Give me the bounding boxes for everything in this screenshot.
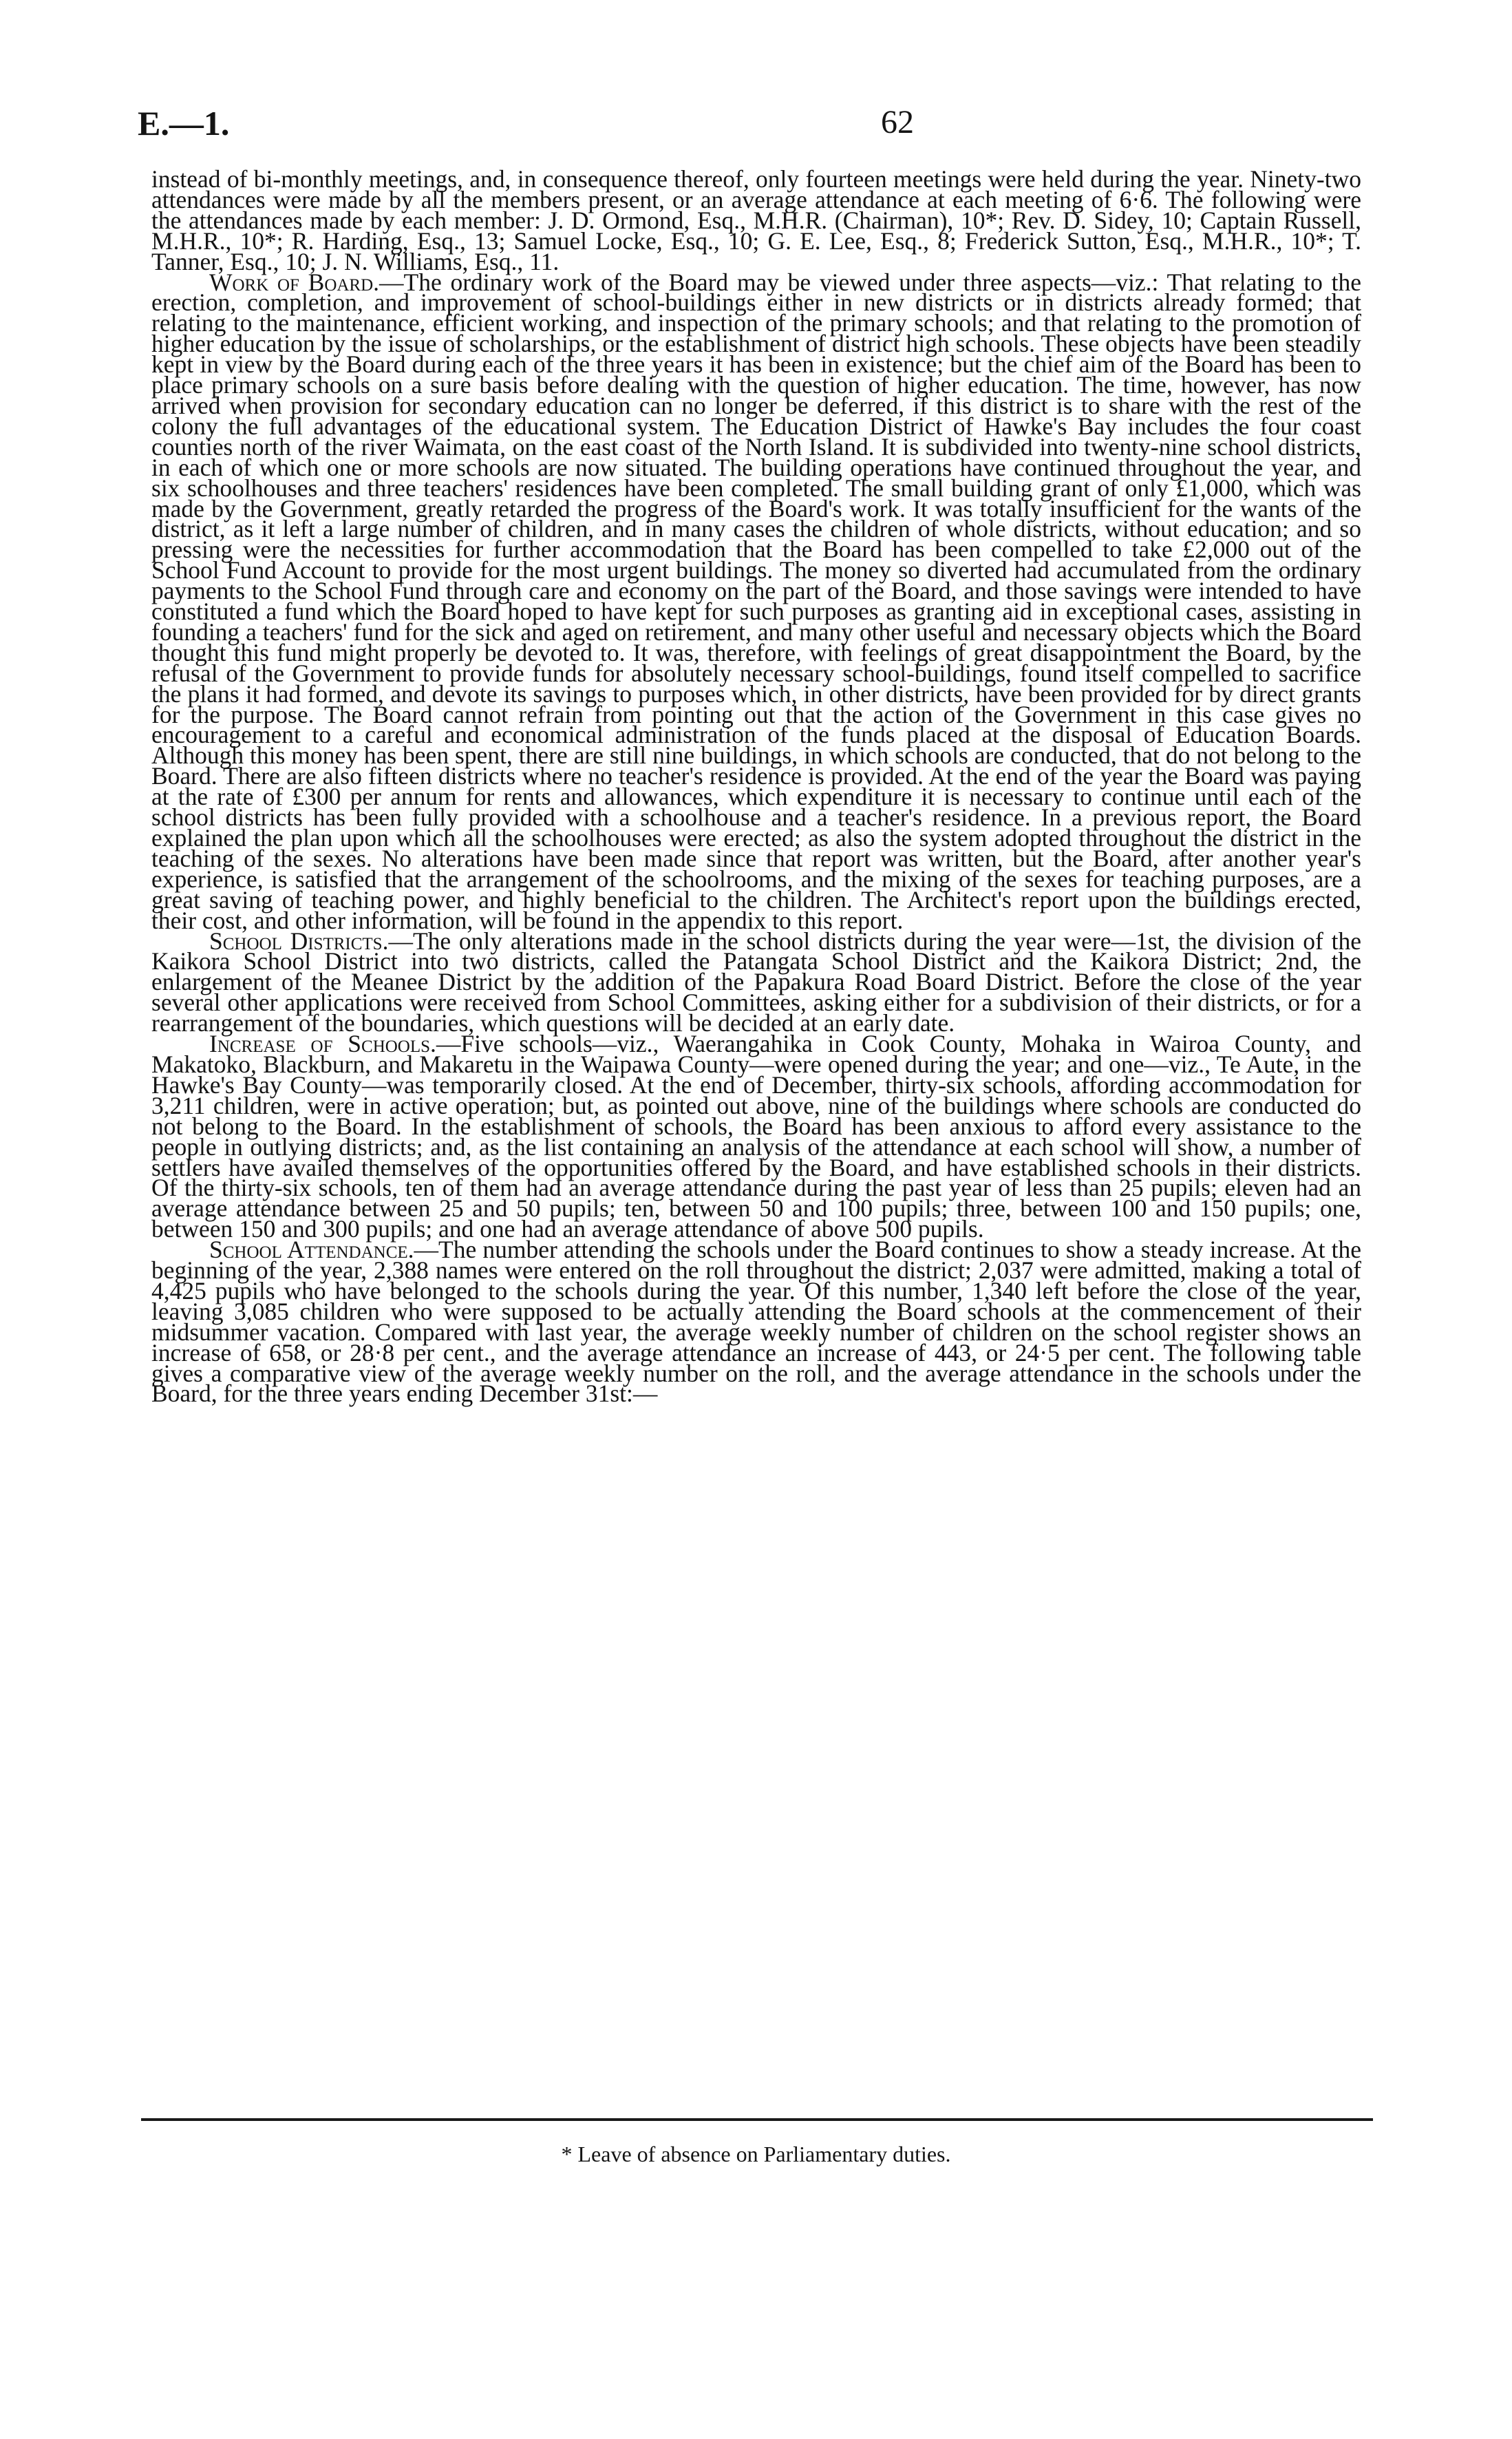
footnote-divider	[141, 2118, 1373, 2121]
body-text	[151, 165, 1362, 1408]
paragraph-heading: School Attendance.	[209, 1236, 414, 1264]
page-number: 62	[881, 104, 914, 140]
paragraph-heading: Increase of Schools.	[209, 1030, 436, 1058]
page-header	[138, 103, 1376, 151]
paragraph-work-of-board	[151, 268, 1362, 934]
paragraph-text: instead of bi-monthly meetings, and, in consequence thereof, only fourteen meetings were held during the year. Ninety-two attendances were made by all the members present, or an average attendance at each meeting of 6·6. The following were the attendances made by each member: J. D. Ormond, Esq., M.H.R. (Chairman), 10*; Rev. D. Sidey, 10; Captain Russell, M.H.R., 10*; R. Harding, Esq., 13; Samuel Locke, Esq., 10; G. E. Lee, Esq., 8; Frederick Sutton, Esq., M.H.R., 10*; T. Tanner, Esq., 10; J. N. Williams, Esq., 11.	[151, 165, 1361, 275]
paragraph-board-attendances	[151, 165, 1361, 275]
paragraph-heading: School Districts.	[209, 927, 389, 955]
paragraph-heading: Work of Board.	[209, 268, 380, 296]
paragraph-text: —The number attending the schools under the Board continues to show a steady increase. At the beginning of the year, 2,388 names were entered on the roll throughout the district; 2,037 were admitted, making a total of 4,425 pupils who have belonged to the schools during the year. Of this number, 1,340 left before the close of the year, leaving 3,085 children who were supposed to be actually attending the Board schools at the commencement of their midsummer vacation. Compared with last year, the average weekly number of children on the school register shows an increase of 658, or 28·8 per cent., and the average attendance an increase of 443, or 24·5 per cent. The following table gives a comparative view of the average weekly number on the roll, and the average attendance in the schools under the Board, for the three years ending December 31st:—	[151, 1236, 1361, 1408]
footnote: * Leave of absence on Parliamentary duties.	[561, 2142, 951, 2166]
paragraph-school-attendance	[151, 1236, 1361, 1408]
paragraph-text: —Five schools—viz., Waerangahika in Cook County, Mohaka in Wairoa County, and Makatoko, Blackburn, and Makaretu in the Waipawa County—were opened during the year; and one—viz., Te Aute, in the Hawke's Bay County—was temporarily closed. At the end of December, thirty-six schools, affording accommodation for 3,211 children, were in active operation; but, as pointed out above, nine of the buildings where schools are conducted do not belong to the Board. In the establishment of schools, the Board has been anxious to afford every assistance to the people in outlying districts; and, as the list containing an analysis of the attendance at each school will show, a number of settlers have availed themselves of the opportunities offered by the Board, and have established schools in their districts. Of the thirty-six schools, ten of them had an average attendance during the past year of less than 25 pupils; eleven had an average attendance between 25 and 50 pupils; ten, between 50 and 100 pupils; three, between 100 and 150 pupils; one, between 150 and 300 pupils; and one had an average attendance of above 500 pupils.	[151, 1030, 1361, 1243]
paragraph-increase-of-schools	[151, 1030, 1361, 1243]
paragraph-text: —The ordinary work of the Board may be viewed under three aspects—viz.: That relating to the erection, completion, and improvement of school-buildings either in new districts or in districts already formed; that relating to the maintenance, efficient working, and inspection of the primary schools; and that relating to the promotion of higher education by the issue of scholarships, or the establishment of district high schools. These objects have been steadily kept in view by the Board during each of the three years it has been in existence; but the chief aim of the Board has been to place primary schools on a sure basis before dealing with the question of higher education. The time, however, has now arrived when provision for secondary education can no longer be deferred, if this district is to share with the rest of the colony the full advantages of the educational system. The Education District of Hawke's Bay includes the four coast counties north of the river Waimata, on the east coast of the North Island. It is subdivided into twenty-nine school districts, in each of which one or more schools are now situated. The building operations have continued throughout the year, and six schoolhouses and three teachers' residences have been completed. The small building grant of only £1,000, which was made by the Government, greatly retarded the progress of the Board's work. It was totally insufficient for the wants of the district, as it left a large number of children, and in many cases the children of whole districts, without education; and so pressing were the necessities for further accommodation that the Board has been compelled to take £2,000 out of the School Fund Account to provide for the most urgent buildings. The money so diverted had accumulated from the ordinary payments to the School Fund through care and economy on the part of the Board, and those savings were intended to have constituted a fund which the Board hoped to have kept for such purposes as granting aid in exceptional cases, assisting in founding a teachers' fund for the sick and aged on retirement, and many other useful and necessary objects which the Board thought this fund might properly be devoted to. It was, therefore, with feelings of great disappointment the Board, by the refusal of the Government to provide funds for absolutely necessary school-buildings, found itself compelled to sacrifice the plans it had formed, and devote its savings to purposes which, in other districts, have been provided for by direct grants for the purpose. The Board cannot refrain from pointing out that the action of the Government in this case gives no encouragement to a careful and economical administration of the funds placed at the disposal of Education Boards. Although this money has been spent, there are still nine buildings, in which schools are conducted, that do not belong to the Board. There are also fifteen districts where no teacher's residence is provided. At the end of the year the Board was paying at the rate of £300 per annum for rents and allowances, which expenditure it is necessary to continue until each of the school districts has been fully provided with a schoolhouse and a teacher's residence. In a previous report, the Board explained the plan upon which all the schoolhouses were erected; as also the system adopted throughout the district in the teaching of the sexes. No alterations have been made since that report was written, but the Board, after another year's experience, is satisfied that the arrangement of the schoolrooms, and the mixing of the sexes for teaching purposes, are a great saving of teaching power, and highly beneficial to the children. The Architect's report upon the buildings erected, their cost, and other information, will be found in the appendix to this report.	[151, 268, 1362, 934]
paragraph-school-districts	[151, 927, 1361, 1037]
report-reference: E.—1.	[138, 104, 230, 142]
paragraph-text: —The only alterations made in the school districts during the year were—1st, the division of the Kaikora School District into two districts, called the Patangata School District and the Kaikora District; 2nd, the enlargement of the Meanee District by the addition of the Papakura Road Board District. Before the close of the year several other applications were received from School Committees, asking either for a subdivision of their districts, or for a rearrangement of the boundaries, which questions will be decided at an early date.	[151, 927, 1361, 1037]
